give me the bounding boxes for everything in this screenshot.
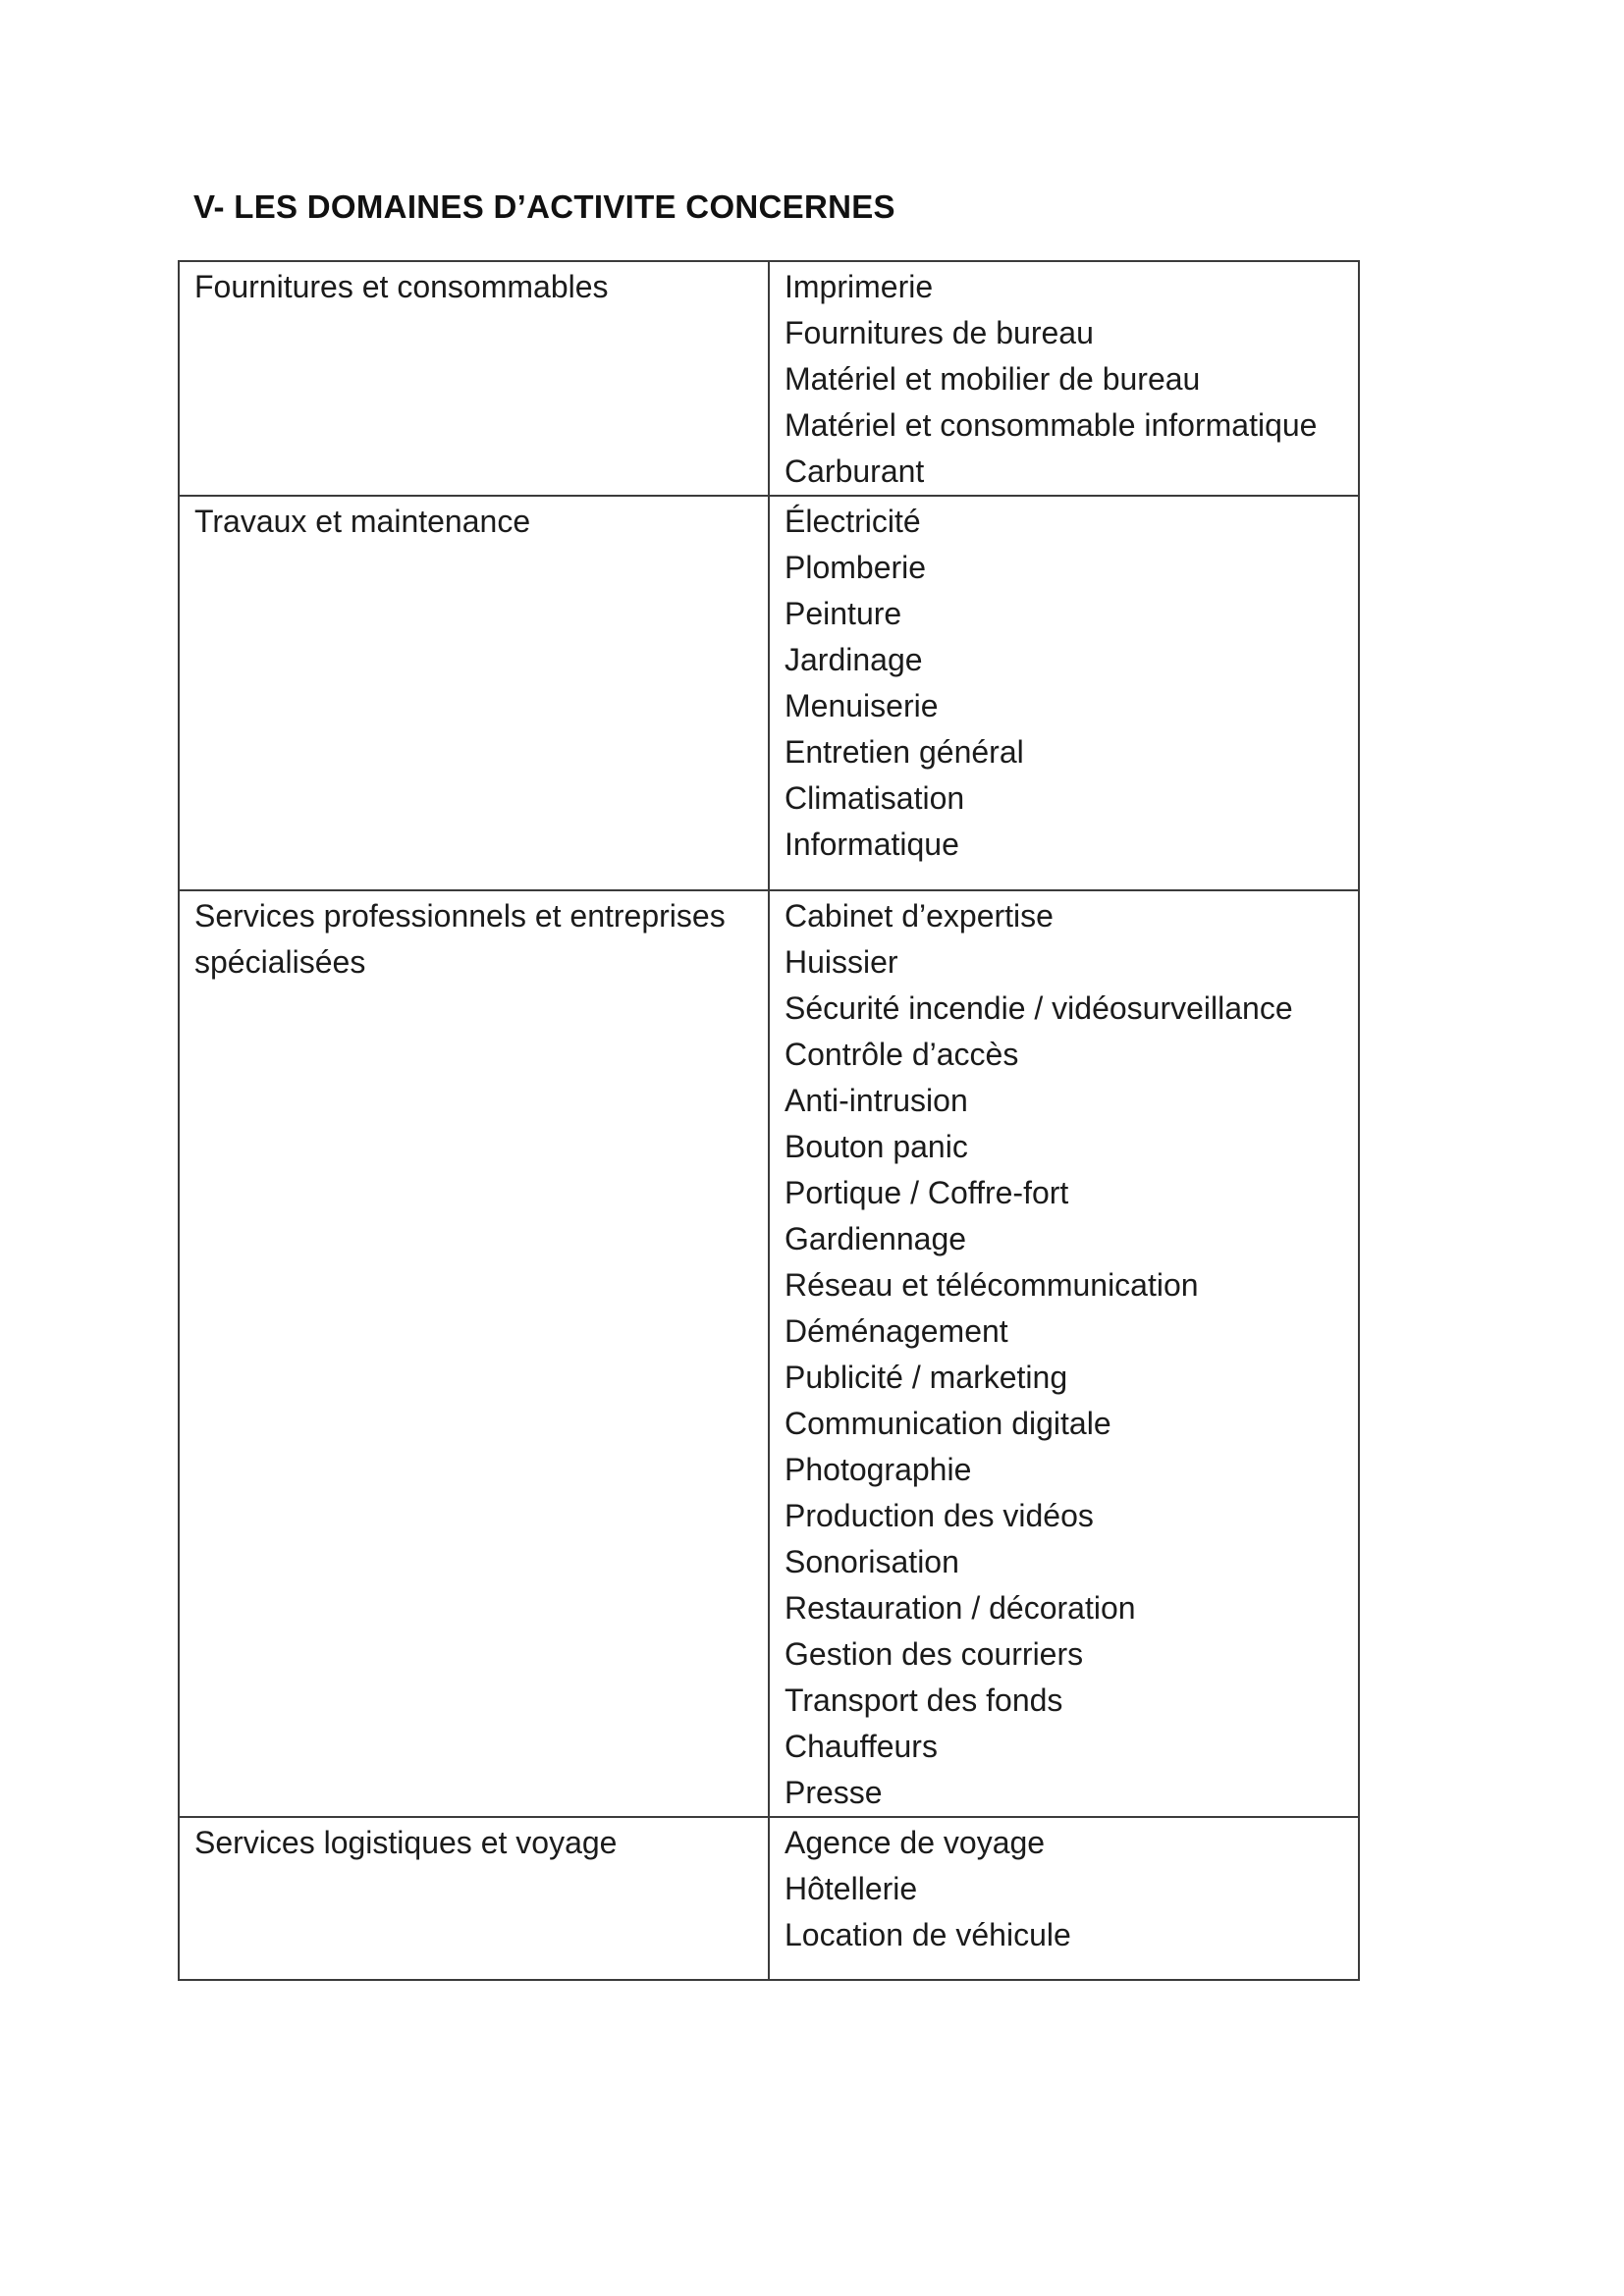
item-line: Anti-intrusion [785,1083,968,1118]
item-line: Matériel et mobilier de bureau [785,361,1201,397]
item-line: Peinture [785,596,902,631]
item-line: Fournitures de bureau [785,315,1094,350]
category-label: Services logistiques et voyage [194,1825,618,1860]
page-title: V- LES DOMAINES D’ACTIVITE CONCERNES [193,188,895,225]
domains-table [178,260,1360,1981]
item-line: Location de véhicule [785,1917,1071,1952]
item-line: Électricité [785,504,921,539]
category-cell [179,1817,769,1980]
table-row [179,496,1359,890]
item-line: Portique / Coffre-fort [785,1175,1069,1210]
items-cell [769,890,1359,1817]
item-line: Contrôle d’accès [785,1037,1019,1072]
table-row [179,890,1359,1817]
items-cell [769,261,1359,496]
item-line: Production des vidéos [785,1498,1094,1533]
item-line: Jardinage [785,642,923,677]
item-line: Menuiserie [785,688,939,723]
item-line: Climatisation [785,780,965,816]
item-line: Gardiennage [785,1221,967,1256]
item-line: Imprimerie [785,269,934,304]
item-line: Réseau et télécommunication [785,1267,1199,1303]
item-line: Restauration / décoration [785,1590,1136,1626]
item-line: Informatique [785,827,959,862]
item-line: Huissier [785,944,898,980]
item-line: Publicité / marketing [785,1360,1068,1395]
category-cell [179,261,769,496]
item-line: Communication digitale [785,1406,1111,1441]
table-row [179,261,1359,496]
items-cell [769,496,1359,890]
category-label: Travaux et maintenance [194,504,531,539]
item-line: Plomberie [785,550,927,585]
item-line: Gestion des courriers [785,1636,1084,1672]
item-line: Sécurité incendie / vidéosurveillance [785,990,1293,1026]
item-line: Presse [785,1775,883,1810]
items-cell [769,1817,1359,1980]
item-line: Cabinet d’expertise [785,898,1054,934]
category-label: Services professionnels et entreprises spécialisées [194,898,726,980]
category-cell [179,496,769,890]
item-line: Chauffeurs [785,1729,938,1764]
item-line: Entretien général [785,734,1024,770]
item-line: Carburant [785,454,925,489]
item-line: Sonorisation [785,1544,959,1579]
item-line: Photographie [785,1452,972,1487]
table-row [179,1817,1359,1980]
item-line: Bouton panic [785,1129,968,1164]
item-line: Transport des fonds [785,1682,1063,1718]
item-line: Agence de voyage [785,1825,1046,1860]
category-cell [179,890,769,1817]
item-line: Hôtellerie [785,1871,918,1906]
item-line: Matériel et consommable informatique [785,407,1318,443]
category-label: Fournitures et consommables [194,269,609,304]
item-line: Déménagement [785,1313,1008,1349]
